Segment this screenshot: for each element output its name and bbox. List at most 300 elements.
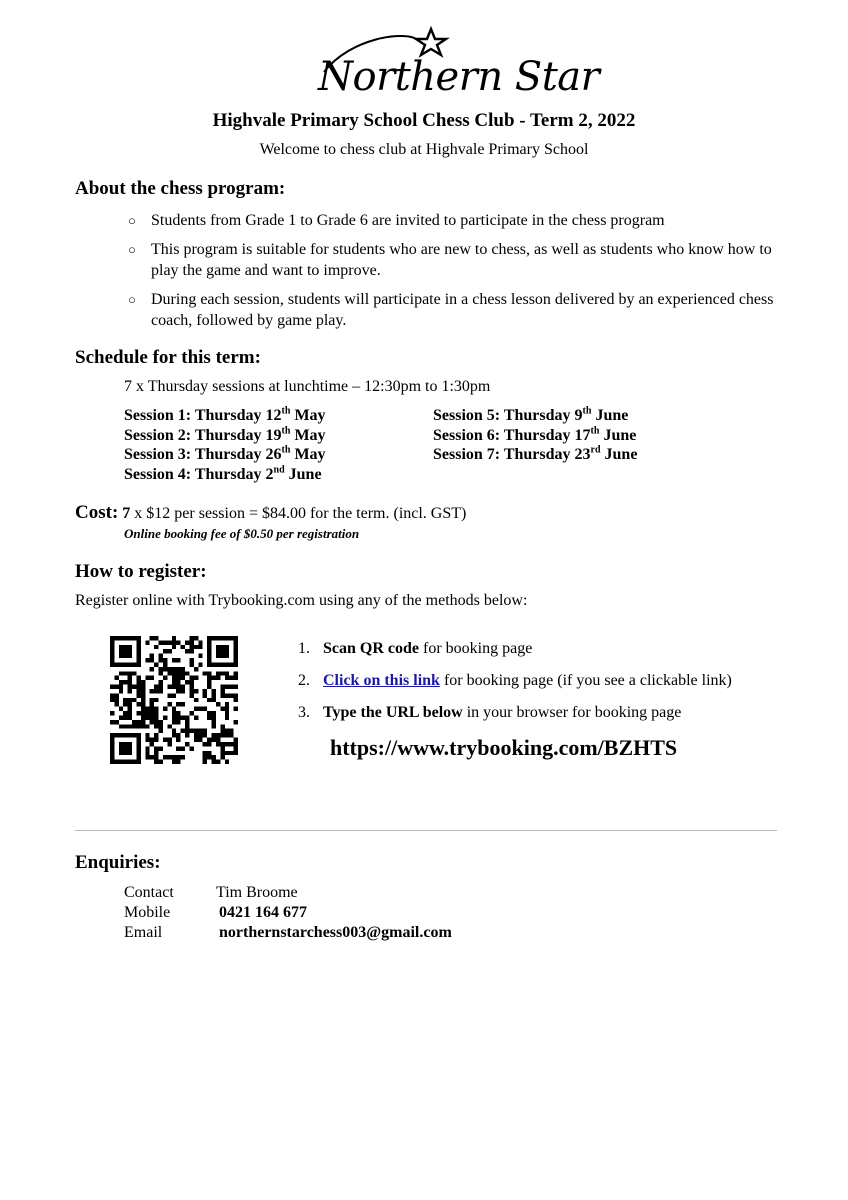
qr-module (172, 733, 176, 737)
qr-module (225, 715, 229, 719)
qr-module (176, 676, 180, 680)
qr-module (110, 738, 114, 742)
qr-module (150, 698, 154, 702)
qr-module (176, 733, 180, 737)
qr-module (150, 636, 154, 640)
qr-module (136, 645, 140, 649)
qr-module (225, 702, 229, 706)
qr-module (154, 711, 158, 715)
qr-module (136, 640, 140, 644)
qr-module (110, 698, 114, 702)
qr-module (225, 676, 229, 680)
qr-module (132, 636, 136, 640)
qr-module (212, 720, 216, 724)
qr-module (194, 689, 198, 693)
qr-module (167, 685, 171, 689)
qr-module (110, 658, 114, 662)
qr-module (123, 702, 127, 706)
qr-module (141, 689, 145, 693)
qr-module (176, 640, 180, 644)
qr-module (216, 742, 220, 746)
qr-module (172, 645, 176, 649)
register-intro: Register online with Trybooking.com using any of the methods below: (75, 592, 528, 609)
session-item: Session 3: Thursday 26th May (124, 444, 326, 463)
qr-module (225, 711, 229, 715)
qr-module (225, 636, 229, 640)
qr-module (189, 662, 193, 666)
qr-module (145, 715, 149, 719)
qr-module (220, 729, 224, 733)
logo-text: Northern Star (318, 54, 600, 100)
qr-module (110, 662, 114, 666)
qr-module (119, 724, 123, 728)
qr-module (136, 724, 140, 728)
qr-module (114, 733, 118, 737)
qr-module (136, 755, 140, 759)
qr-module (172, 680, 176, 684)
qr-module (172, 715, 176, 719)
qr-module (216, 733, 220, 737)
qr-module (128, 702, 132, 706)
qr-module (172, 760, 176, 764)
qr-module (212, 636, 216, 640)
qr-module (159, 654, 163, 658)
qr-module (176, 658, 180, 662)
qr-module (172, 676, 176, 680)
qr-module (110, 649, 114, 653)
divider (75, 830, 777, 831)
qr-module (220, 742, 224, 746)
qr-module (172, 636, 176, 640)
qr-module (136, 720, 140, 724)
qr-module (159, 671, 163, 675)
qr-module (128, 676, 132, 680)
qr-module (194, 698, 198, 702)
qr-module (119, 689, 123, 693)
qr-module (154, 720, 158, 724)
qr-module (176, 755, 180, 759)
qr-module (207, 685, 211, 689)
qr-module (229, 751, 233, 755)
qr-module (136, 693, 140, 697)
qr-module (225, 733, 229, 737)
qr-module (123, 751, 127, 755)
qr-module (119, 707, 123, 711)
qr-module (176, 720, 180, 724)
qr-module (167, 640, 171, 644)
cost-count: 7 (122, 505, 131, 522)
qr-module (150, 742, 154, 746)
qr-module (225, 693, 229, 697)
qr-module (203, 693, 207, 697)
register-heading: How to register: (75, 561, 207, 582)
qr-module (159, 689, 163, 693)
qr-module (234, 640, 238, 644)
qr-module (216, 738, 220, 742)
bullet-marker: ○ (128, 213, 136, 228)
qr-module (119, 636, 123, 640)
qr-module (154, 685, 158, 689)
qr-module (141, 711, 145, 715)
step-item: 2. Click on this link for booking page (if you see a clickable link) (298, 672, 732, 689)
qr-module (110, 755, 114, 759)
qr-module (114, 676, 118, 680)
qr-module (229, 676, 233, 680)
qr-module (145, 755, 149, 759)
qr-module (110, 733, 114, 737)
qr-module (172, 711, 176, 715)
qr-module (145, 751, 149, 755)
qr-module (225, 654, 229, 658)
qr-module (234, 751, 238, 755)
qr-module (229, 636, 233, 640)
qr-module (163, 676, 167, 680)
qr-module (189, 649, 193, 653)
qr-module (145, 711, 149, 715)
qr-module (234, 738, 238, 742)
qr-module (123, 636, 127, 640)
qr-module (128, 685, 132, 689)
qr-module (114, 720, 118, 724)
qr-module (163, 707, 167, 711)
session-item: Session 1: Thursday 12th May (124, 405, 326, 424)
qr-module (181, 676, 185, 680)
qr-module (154, 751, 158, 755)
qr-module (234, 662, 238, 666)
qr-module (154, 715, 158, 719)
qr-module (172, 685, 176, 689)
qr-module (189, 640, 193, 644)
qr-module (141, 707, 145, 711)
register-steps (298, 640, 732, 736)
qr-module (167, 755, 171, 759)
qr-module (234, 707, 238, 711)
qr-module (150, 711, 154, 715)
qr-module (181, 715, 185, 719)
qr-module (123, 654, 127, 658)
qr-module (220, 636, 224, 640)
qr-module (172, 640, 176, 644)
email-address[interactable]: northernstarchess003@gmail.com (219, 924, 452, 941)
qr-module (207, 636, 211, 640)
qr-module (145, 724, 149, 728)
qr-module (207, 640, 211, 644)
qr-module (159, 667, 163, 671)
qr-module (194, 645, 198, 649)
qr-module (128, 645, 132, 649)
qr-module (207, 698, 211, 702)
qr-module (128, 707, 132, 711)
qr-module (136, 742, 140, 746)
qr-module (207, 711, 211, 715)
qr-module (225, 662, 229, 666)
qr-module (150, 755, 154, 759)
qr-module (225, 671, 229, 675)
qr-module (159, 685, 163, 689)
qr-module (145, 640, 149, 644)
qr-module (203, 742, 207, 746)
email-label: Email (124, 924, 163, 941)
cost-label: Cost: (75, 502, 119, 523)
qr-module (172, 720, 176, 724)
qr-module (136, 746, 140, 750)
cost-text: x $12 per session = $84.00 for the term. (incl. GST) (134, 505, 467, 522)
qr-module (136, 649, 140, 653)
qr-module (110, 685, 114, 689)
qr-module (123, 698, 127, 702)
qr-module (220, 733, 224, 737)
qr-code-icon[interactable] (110, 636, 238, 764)
qr-module (207, 755, 211, 759)
qr-module (220, 755, 224, 759)
qr-module (220, 689, 224, 693)
qr-module (194, 738, 198, 742)
qr-module (185, 720, 189, 724)
qr-module (132, 760, 136, 764)
qr-module (136, 702, 140, 706)
booking-url[interactable]: https://www.trybooking.com/BZHTS (330, 735, 678, 760)
qr-module (136, 738, 140, 742)
qr-module (203, 733, 207, 737)
qr-module (150, 738, 154, 742)
qr-module (150, 715, 154, 719)
qr-module (123, 746, 127, 750)
qr-module (163, 649, 167, 653)
qr-module (212, 715, 216, 719)
qr-module (207, 662, 211, 666)
qr-module (150, 658, 154, 662)
qr-module (203, 689, 207, 693)
qr-module (154, 733, 158, 737)
qr-module (141, 698, 145, 702)
qr-module (194, 636, 198, 640)
qr-module (181, 729, 185, 733)
qr-module (110, 751, 114, 755)
qr-module (128, 671, 132, 675)
qr-module (234, 746, 238, 750)
qr-module (163, 738, 167, 742)
qr-module (123, 715, 127, 719)
qr-module (220, 645, 224, 649)
qr-module (114, 698, 118, 702)
qr-module (119, 742, 123, 746)
qr-module (229, 693, 233, 697)
qr-module (181, 671, 185, 675)
qr-module (176, 689, 180, 693)
qr-module (145, 707, 149, 711)
qr-module (159, 658, 163, 662)
qr-module (194, 676, 198, 680)
qr-module (181, 645, 185, 649)
qr-module (207, 671, 211, 675)
qr-module (119, 654, 123, 658)
qr-module (212, 693, 216, 697)
qr-module (123, 671, 127, 675)
qr-module (123, 645, 127, 649)
qr-module (185, 715, 189, 719)
qr-module (198, 729, 202, 733)
qr-module (128, 742, 132, 746)
session-item: Session 2: Thursday 19th May (124, 425, 326, 444)
list-item: ○ Students from Grade 1 to Grade 6 are invited to participate in the chess program (128, 212, 665, 229)
qr-module (212, 724, 216, 728)
qr-module (163, 755, 167, 759)
qr-module (141, 693, 145, 697)
qr-module (176, 746, 180, 750)
star-icon (416, 29, 446, 55)
qr-module (189, 676, 193, 680)
qr-module (167, 738, 171, 742)
qr-module (136, 751, 140, 755)
qr-module (123, 711, 127, 715)
qr-module (189, 711, 193, 715)
qr-module (225, 729, 229, 733)
qr-module (198, 738, 202, 742)
qr-module (159, 729, 163, 733)
qr-module (167, 667, 171, 671)
qr-module (136, 654, 140, 658)
qr-module (128, 733, 132, 737)
qr-module (159, 680, 163, 684)
qr-module (145, 676, 149, 680)
qr-module (203, 671, 207, 675)
qr-module (128, 715, 132, 719)
qr-module (159, 746, 163, 750)
qr-module (185, 671, 189, 675)
qr-module (154, 746, 158, 750)
qr-module (207, 742, 211, 746)
qr-module (119, 733, 123, 737)
qr-module (123, 649, 127, 653)
qr-module (114, 760, 118, 764)
sessions-column-left (124, 406, 326, 484)
qr-module (216, 760, 220, 764)
qr-module (141, 702, 145, 706)
qr-module (181, 685, 185, 689)
qr-module (128, 689, 132, 693)
about-heading: About the chess program: (75, 178, 286, 199)
qr-module (176, 711, 180, 715)
qr-module (150, 720, 154, 724)
qr-module (194, 733, 198, 737)
qr-module (110, 742, 114, 746)
qr-module (172, 729, 176, 733)
qr-module (128, 649, 132, 653)
qr-module (234, 649, 238, 653)
qr-module (119, 671, 123, 675)
qr-module (176, 680, 180, 684)
qr-module (229, 685, 233, 689)
qr-module (154, 724, 158, 728)
qr-module (194, 667, 198, 671)
qr-module (136, 658, 140, 662)
qr-module (234, 645, 238, 649)
qr-module (128, 662, 132, 666)
qr-module (189, 746, 193, 750)
qr-module (128, 698, 132, 702)
qr-module (110, 720, 114, 724)
qr-module (136, 680, 140, 684)
qr-module (167, 742, 171, 746)
qr-module (176, 667, 180, 671)
qr-module (181, 755, 185, 759)
qr-module (207, 649, 211, 653)
qr-module (185, 680, 189, 684)
qr-module (220, 724, 224, 728)
qr-module (181, 702, 185, 706)
qr-module (203, 729, 207, 733)
qr-module (172, 755, 176, 759)
qr-module (154, 738, 158, 742)
qr-module (110, 760, 114, 764)
qr-module (123, 760, 127, 764)
qr-module (172, 707, 176, 711)
qr-module (167, 693, 171, 697)
qr-module (185, 640, 189, 644)
session-item: Session 5: Thursday 9th June (433, 405, 629, 424)
qr-module (123, 742, 127, 746)
qr-module (159, 640, 163, 644)
qr-module (225, 685, 229, 689)
qr-module (119, 680, 123, 684)
qr-module (189, 680, 193, 684)
qr-module (225, 742, 229, 746)
qr-module (229, 733, 233, 737)
qr-module (128, 711, 132, 715)
qr-module (176, 671, 180, 675)
qr-module (229, 742, 233, 746)
qr-module (167, 649, 171, 653)
qr-module (220, 685, 224, 689)
qr-module (203, 707, 207, 711)
qr-module (207, 715, 211, 719)
qr-module (189, 689, 193, 693)
qr-module (110, 693, 114, 697)
qr-module (132, 662, 136, 666)
qr-module (198, 662, 202, 666)
qr-module (234, 671, 238, 675)
qr-module (154, 662, 158, 666)
qr-module (114, 702, 118, 706)
qr-module (220, 654, 224, 658)
contact-name: Tim Broome (216, 884, 298, 901)
cost-line (75, 502, 466, 524)
qr-module (128, 654, 132, 658)
qr-module (172, 667, 176, 671)
qr-module (225, 649, 229, 653)
booking-link[interactable]: Click on this link (323, 672, 440, 689)
qr-module (159, 760, 163, 764)
qr-module (163, 662, 167, 666)
qr-module (220, 671, 224, 675)
qr-module (176, 702, 180, 706)
qr-module (216, 662, 220, 666)
qr-module (181, 689, 185, 693)
qr-module (234, 636, 238, 640)
sessions-column-right (433, 406, 637, 465)
qr-module (150, 654, 154, 658)
qr-module (207, 676, 211, 680)
qr-module (198, 640, 202, 644)
qr-module (212, 738, 216, 742)
qr-module (185, 742, 189, 746)
qr-module (136, 689, 140, 693)
qr-module (145, 733, 149, 737)
qr-module (123, 662, 127, 666)
qr-module (159, 724, 163, 728)
qr-module (185, 724, 189, 728)
bullet-marker: ○ (128, 292, 136, 307)
